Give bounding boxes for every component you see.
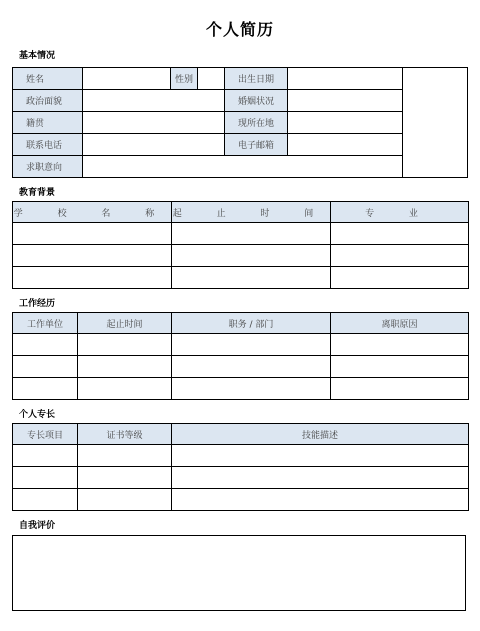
table-row-cell[interactable]: [13, 489, 78, 511]
table-row-cell[interactable]: [13, 267, 172, 289]
education-header-period: 起 止 时 间: [172, 202, 331, 223]
politics-value[interactable]: [83, 90, 225, 112]
table-row-cell[interactable]: [331, 223, 469, 245]
gender-label: 性别: [171, 68, 198, 90]
table-row-cell[interactable]: [172, 334, 331, 356]
work-header-position: 职务 / 部门: [172, 313, 331, 334]
table-row-cell[interactable]: [78, 489, 172, 511]
table-row-cell[interactable]: [172, 223, 331, 245]
phone-label: 联系电话: [13, 134, 83, 156]
table-row-cell[interactable]: [13, 223, 172, 245]
birth-value[interactable]: [288, 68, 403, 90]
intention-value[interactable]: [83, 156, 403, 178]
gender-value[interactable]: [198, 68, 225, 90]
education-table: [12, 201, 469, 289]
residence-label: 现所在地: [225, 112, 288, 134]
education-header-major: 专 业: [331, 202, 469, 223]
residence-value[interactable]: [288, 112, 403, 134]
section-education-heading: 教育背景: [19, 188, 56, 198]
table-row-cell[interactable]: [331, 267, 469, 289]
phone-value[interactable]: [83, 134, 225, 156]
table-row-cell[interactable]: [172, 378, 331, 400]
table-row-cell[interactable]: [331, 378, 469, 400]
email-label: 电子邮箱: [225, 134, 288, 156]
skills-table: [12, 423, 469, 511]
table-row-cell[interactable]: [172, 489, 469, 511]
table-row-cell[interactable]: [13, 356, 78, 378]
native-value[interactable]: [83, 112, 225, 134]
table-row-cell[interactable]: [172, 356, 331, 378]
marriage-value[interactable]: [288, 90, 403, 112]
name-value[interactable]: [83, 68, 171, 90]
self-evaluation-box[interactable]: [12, 535, 466, 611]
page-title: 个人简历: [205, 20, 274, 39]
marriage-label: 婚姻状况: [225, 90, 288, 112]
table-row-cell[interactable]: [172, 467, 469, 489]
work-header-reason: 离职原因: [331, 313, 469, 334]
photo-box[interactable]: [403, 68, 468, 178]
table-row-cell[interactable]: [172, 445, 469, 467]
table-row-cell[interactable]: [13, 467, 78, 489]
basic-info-table: [12, 67, 468, 178]
intention-label: 求职意向: [13, 156, 83, 178]
native-label: 籍贯: [13, 112, 83, 134]
table-row-cell[interactable]: [78, 467, 172, 489]
table-row-cell[interactable]: [331, 245, 469, 267]
education-header-school: 学 校 名 称: [13, 202, 172, 223]
table-row-cell[interactable]: [78, 334, 172, 356]
table-row-cell[interactable]: [78, 356, 172, 378]
birth-label: 出生日期: [225, 68, 288, 90]
name-label: 姓名: [13, 68, 83, 90]
table-row-cell[interactable]: [172, 267, 331, 289]
table-row-cell[interactable]: [13, 334, 78, 356]
work-header-period: 起止时间: [78, 313, 172, 334]
table-row-cell[interactable]: [13, 378, 78, 400]
section-basic-heading: 基本情况: [19, 51, 56, 61]
table-row-cell[interactable]: [331, 356, 469, 378]
section-evaluation-heading: 自我评价: [19, 521, 56, 531]
skills-header-description: 技能描述: [172, 424, 469, 445]
skills-header-level: 证书等级: [78, 424, 172, 445]
politics-label: 政治面貌: [13, 90, 83, 112]
table-row-cell[interactable]: [78, 378, 172, 400]
email-value[interactable]: [288, 134, 403, 156]
table-row-cell[interactable]: [172, 245, 331, 267]
table-row-cell[interactable]: [13, 445, 78, 467]
section-work-heading: 工作经历: [19, 299, 56, 309]
work-header-company: 工作单位: [13, 313, 78, 334]
table-row-cell[interactable]: [13, 245, 172, 267]
section-skills-heading: 个人专长: [19, 410, 56, 420]
table-row-cell[interactable]: [78, 445, 172, 467]
work-table: [12, 312, 469, 400]
skills-header-item: 专长项目: [13, 424, 78, 445]
table-row-cell[interactable]: [331, 334, 469, 356]
